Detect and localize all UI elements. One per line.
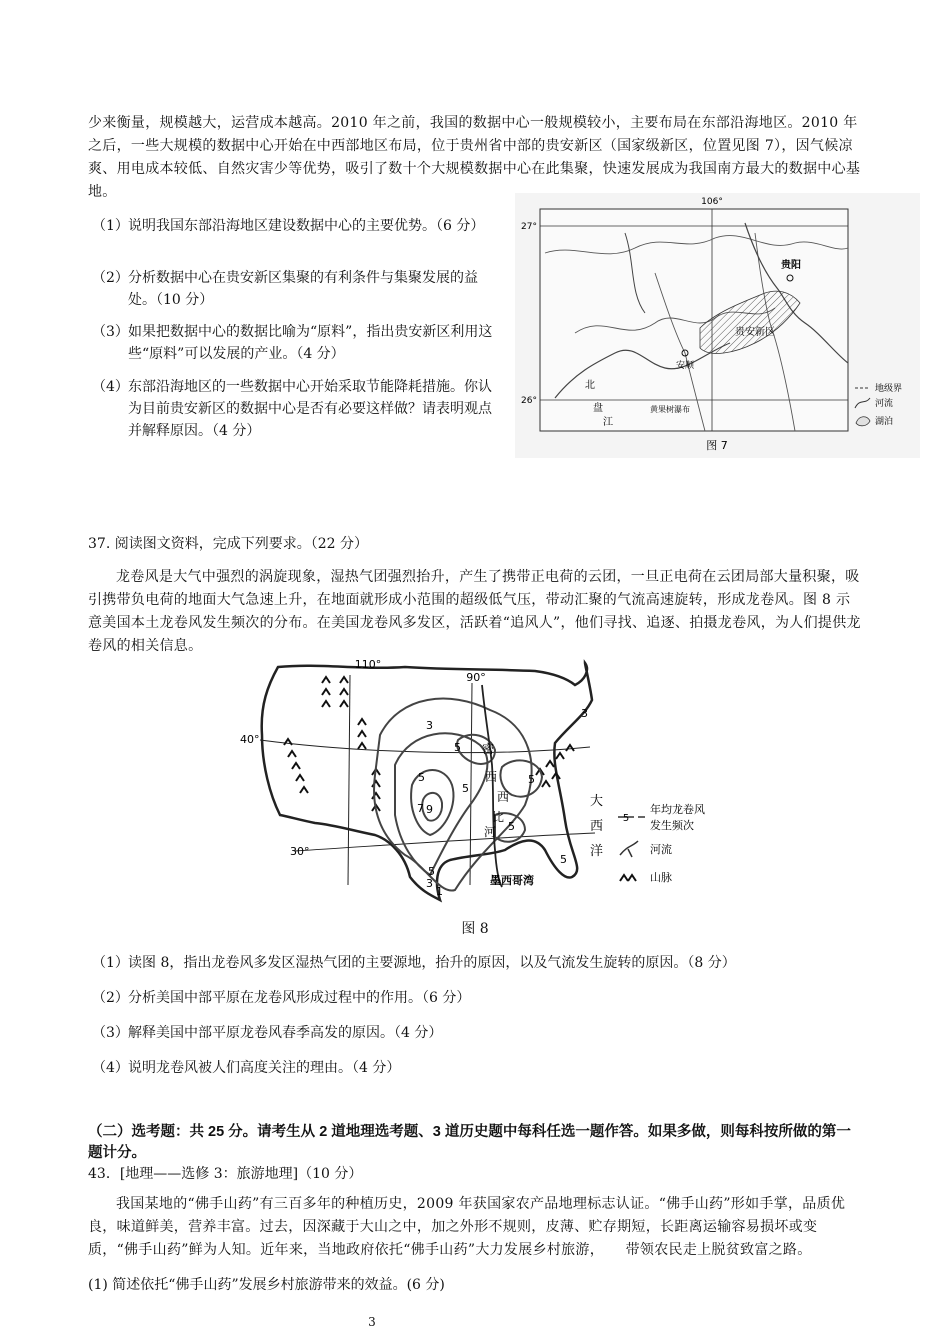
q37-sub-2 (92, 987, 872, 1009)
q43-sub-1: (1) 简述依托“佛手山药”发展乡村旅游带来的效益。(6 分) (88, 1277, 445, 1293)
intro-paragraph: 少来衡量，规模越大，运营成本越高。2010 年之前，我国的数据中心一般规模较小，主要布局在东部沿海地区。2010 年之后，一些大规模的数据中心开始在中西部地区布局，位于贵州省中部的贵安新区（国家级新区，位置见图 7），因气候凉爽、用电成本较低、自然灾害少等优势，吸引了数十个大规模数据中心在此集聚，快速发展成为我国南方最大的数据中心基地。 (88, 115, 861, 200)
fig7-river-char-3: 江 (603, 417, 613, 428)
fig8-contour-label-11: 5 (528, 773, 535, 786)
fig8-ocean-char-2: 西 (590, 819, 604, 834)
fig8-legend-contour-num: 5 (622, 813, 630, 824)
fig7-caption: 图 7 (706, 439, 728, 452)
fig8-contour-label-8: 3 (426, 877, 433, 890)
fig8-sierra-mountains (284, 739, 308, 793)
fig7-river-char-1: 北 (585, 380, 595, 391)
fig8-river-char-4: 比 (492, 810, 505, 824)
fig8-ocean-char-3: 洋 (590, 844, 604, 859)
fig8-gulf-label: 墨西哥湾 (490, 874, 534, 887)
fig8-contour-label-7: 5 (508, 820, 515, 833)
fig8-lat-30-label: 30° (290, 845, 310, 858)
fig7-region-label: 贵安新区 (735, 327, 775, 338)
q37-sub-4-text: 说明龙卷风被人们高度关注的理由。（4 分） (128, 1060, 401, 1076)
q37-paragraph: 龙卷风是大气中强烈的涡旋现象，湿热气团强烈抬升，产生了携带正电荷的云团，一旦正电荷在云团局部大量积聚，吸引携带负电荷的地面大气急速上升，在地面就形成小范围的超级低气压，带动汇聚的气流高速旋转，形成龙卷风。图 8 示意美国本土龙卷风发生频次的分布。在美国龙卷风多发区，活跃着“追风人”，他们寻找、追逐、拍摄龙卷风，为人们提供龙卷风的相关信息。 (88, 569, 861, 654)
q37-title: 37. 阅读图文资料，完成下列要求。（22 分） (88, 536, 368, 552)
fig8-contour-label-6: 5 (462, 782, 469, 795)
fig8-river-char-3: 西 (497, 790, 510, 804)
q36-sub-4-text: 东部沿海地区的一些数据中心开始采取节能降耗措施。你认为目前贵安新区的数据中心是否有必要这样做？请表明观点并解释原因。（4 分） (128, 379, 492, 439)
q36-sub-2 (92, 267, 502, 311)
fig8-mississippi-river (482, 685, 505, 887)
q36-sub-3 (92, 321, 502, 365)
q37-sub-4 (92, 1057, 872, 1079)
fig8-legend-line1: 年均龙卷风 (650, 803, 705, 816)
q37-sub-2-text: 分析美国中部平原在龙卷风形成过程中的作用。（6 分） (128, 990, 471, 1006)
fig7-anshun-label: 安顺 (675, 361, 695, 371)
fig8-contour-label-9: 5 (428, 865, 435, 878)
section-2-heading: （二）选考题：共 25 分。请考生从 2 道地理选考题、3 道历史题中每科任选一题作答。如果多做，则每科按所做的第一题计分。 (88, 1124, 851, 1161)
fig8-contour-label-13: 3 (581, 707, 588, 720)
fig8-lon-90-label: 90° (466, 671, 486, 684)
fig8-lat-30 (295, 833, 595, 851)
fig8-legend-mountain: 山脉 (650, 871, 672, 884)
figure-7-map (515, 193, 920, 458)
q36-sub-3-num: （3） (92, 324, 129, 340)
fig7-waterfall-label: 黄果树瀑布 (650, 405, 690, 414)
fig8-legend-river: 河流 (650, 843, 672, 856)
q36-sub-4 (92, 376, 502, 442)
fig8-ocean-char-1: 大 (590, 794, 604, 809)
q37-sub-2-num: （2） (92, 990, 129, 1006)
fig7-legend-boundary: 地级界 (875, 384, 903, 394)
fig8-lon-110-label: 110° (354, 658, 382, 671)
q37-sub-1 (92, 952, 872, 974)
fig8-legend-mountain-icon (620, 875, 636, 881)
fig8-river-char-1: 密 (482, 742, 495, 756)
q37-sub-3-text: 解释美国中部平原龙卷风春季高发的原因。（4 分） (128, 1025, 443, 1041)
q36-sub-1 (92, 215, 502, 237)
q37-sub-1-text: 读图 8，指出龙卷风多发区湿热气团的主要源地，抬升的原因，以及气流发生旋转的原因。（8 分） (128, 955, 736, 971)
fig7-lat-bottom-label: 26° (521, 396, 537, 406)
fig7-river-char-2: 盘 (593, 403, 603, 414)
fig8-contour-label-2: 5 (454, 741, 461, 754)
q43-paragraph: 我国某地的“佛手山药”有三百多年的种植历史，2009 年获国家农产品地理标志认证。“佛手山药”形如手掌，品质优良，味道鲜美，营养丰富。过去，因深藏于大山之中，加之外形不规则，皮薄、贮存期短，长距离运输容易损坏或变质，“佛手山药”鲜为人知。近年来，当地政府依托“佛手山药”大力发展乡村旅游， 带领农民走上脱贫致富之路。 (88, 1196, 846, 1258)
fig8-us-outline (262, 663, 592, 900)
fig7-lon-label: 106° (701, 197, 723, 207)
fig7-legend-river: 河流 (875, 399, 894, 409)
q36-sub-1-num: （1） (92, 218, 129, 234)
fig8-contour-label-12: 5 (560, 853, 567, 866)
q43-title: 43．[地理——选修 3：旅游地理]（10 分） (88, 1166, 363, 1182)
fig8-river-char-2: 西 (485, 770, 498, 784)
fig7-legend-lake: 湖泊 (875, 417, 894, 427)
q36-sub-4-num: （4） (92, 379, 129, 395)
fig8-lat-40-label: 40° (240, 733, 260, 746)
q36-sub-3-text: 如果把数据中心的数据比喻为“原料”，指出贵安新区利用这些“原料”可以发展的产业。（4 分） (128, 324, 493, 362)
page-number: 3 (368, 1315, 376, 1329)
q37-sub-4-num: （4） (92, 1060, 129, 1076)
fig8-caption: 图 8 (461, 921, 489, 937)
q37-sub-3-num: （3） (92, 1025, 129, 1041)
fig8-rocky-mountains (322, 677, 380, 811)
fig8-river-char-5: 河 (484, 825, 497, 839)
figure-8-map (240, 655, 740, 905)
q37-sub-3 (92, 1022, 872, 1044)
fig8-legend-line2: 发生频次 (650, 819, 694, 832)
q36-sub-2-text: 分析数据中心在贵安新区集聚的有利条件与集聚发展的益处。（10 分） (128, 270, 478, 308)
fig8-contour-label-10: 1 (436, 885, 443, 898)
fig7-guiyang-label: 贵阳 (781, 260, 801, 271)
q37-sub-1-num: （1） (92, 955, 129, 971)
fig8-lat-40 (260, 740, 590, 753)
fig8-contour-label-3: 5 (418, 771, 425, 784)
q36-sub-2-num: （2） (92, 270, 129, 286)
fig8-legend-river-icon (620, 841, 638, 857)
fig7-lat-top-label: 27° (521, 222, 537, 232)
fig8-lon-90 (470, 683, 472, 885)
fig8-contour-label-4: 7 (417, 802, 424, 815)
q36-sub-1-text: 说明我国东部沿海地区建设数据中心的主要优势。（6 分） (128, 218, 485, 234)
fig8-contour-label-5: 9 (426, 803, 433, 816)
fig8-contour-label-1: 3 (426, 719, 433, 732)
